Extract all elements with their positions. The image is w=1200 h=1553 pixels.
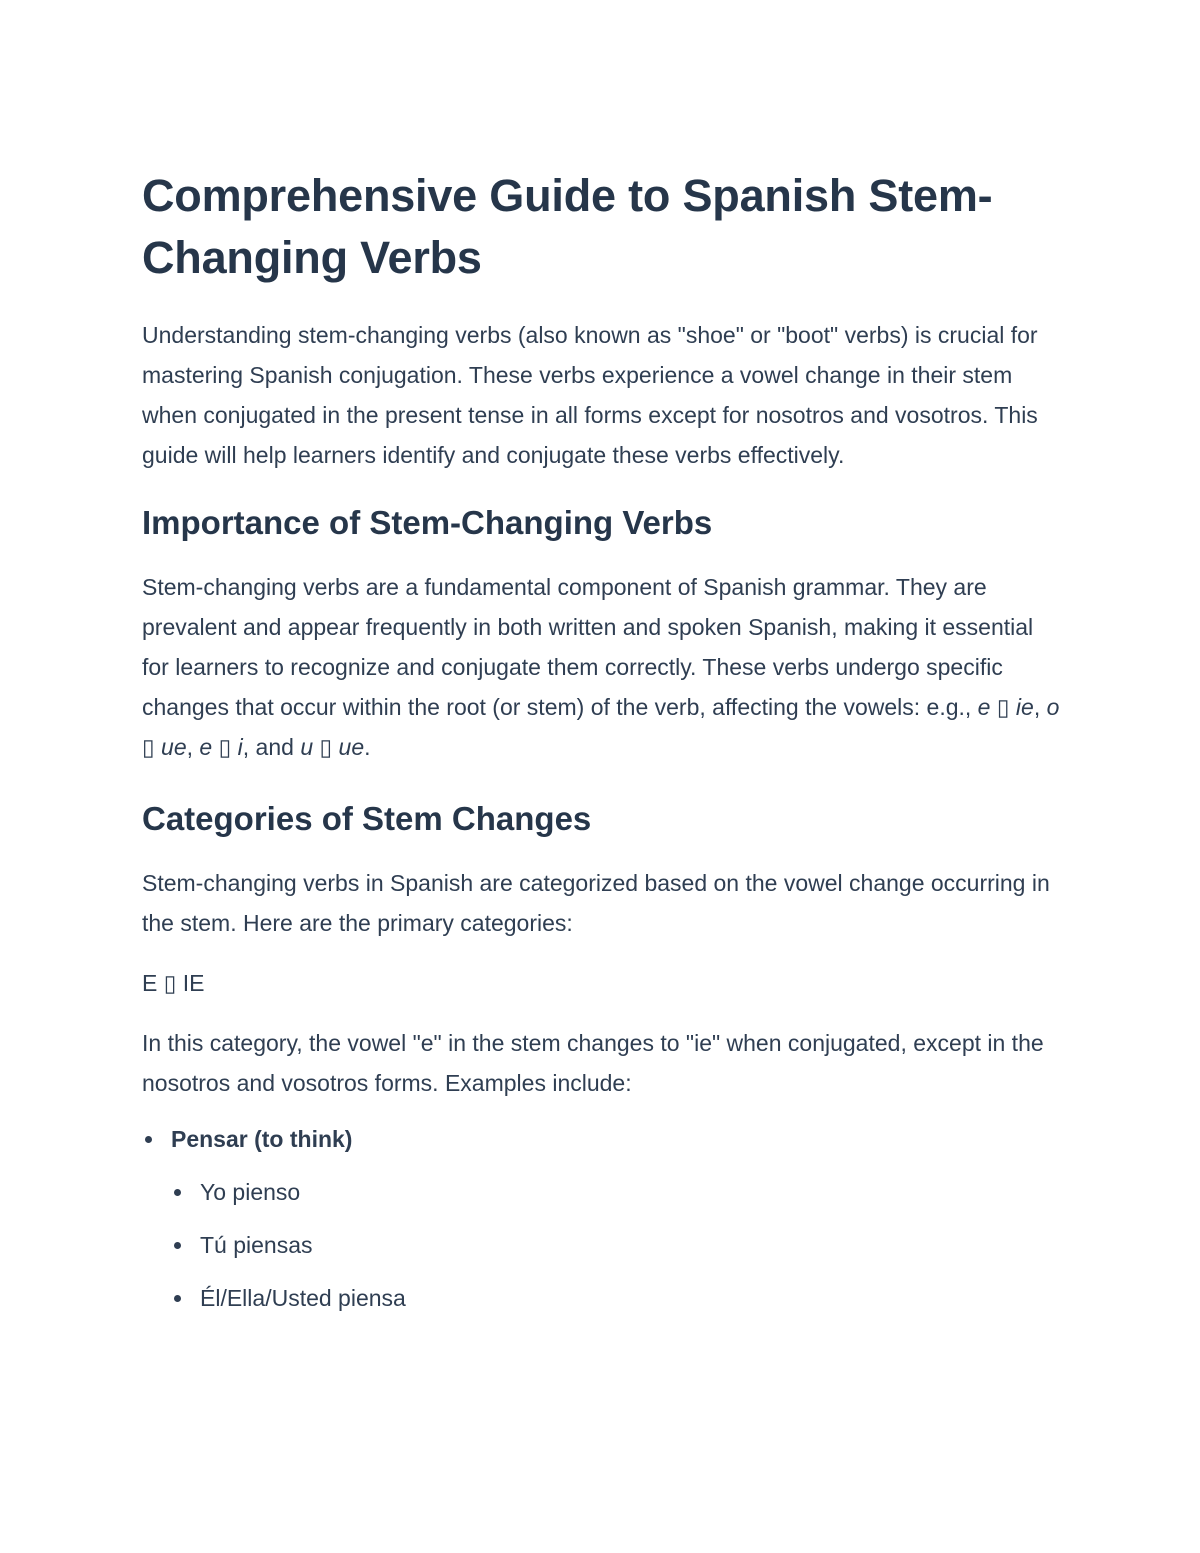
list-item-conjugation: Yo pienso xyxy=(142,1166,1062,1219)
importance-heading: Importance of Stem-Changing Verbs xyxy=(142,504,713,541)
importance-paragraph xyxy=(142,567,1062,767)
change-u-ue: u ▯ ue xyxy=(300,734,365,760)
list-item-verb: Pensar (to think) xyxy=(142,1113,1062,1166)
importance-text: Stem-changing verbs are a fundamental component of Spanish grammar. They are prevalent and appear frequently in both written and spoken Spanish, making it essential for learners to recognize and conjugate them correctly. These verbs undergo specific changes that occur within the root (or stem) of the verb, affecting the vowels: e.g., xyxy=(142,574,1034,720)
e-ie-paragraph: In this category, the vowel "e" in the stem changes to "ie" when conjugated, except in the nosotros and vosotros forms. Examples include: xyxy=(142,1030,1044,1096)
categories-paragraph: Stem-changing verbs in Spanish are categorized based on the vowel change occurring in the stem. Here are the primary categories: xyxy=(142,870,1050,936)
e-ie-heading: E ▯ IE xyxy=(142,970,205,996)
change-e-ie: e ▯ ie xyxy=(977,694,1034,720)
page-title: Comprehensive Guide to Spanish Stem-Changing Verbs xyxy=(142,170,993,283)
example-list xyxy=(142,1113,1062,1325)
intro-paragraph: Understanding stem-changing verbs (also known as "shoe" or "boot" verbs) is crucial for mastering Spanish conjugation. These verbs experience a vowel change in their stem when conjugated in the present tense in all forms except for nosotros and vosotros. This guide will help learners identify and conjugate these verbs effectively. xyxy=(142,322,1038,468)
separator: , xyxy=(1033,694,1047,720)
separator: , xyxy=(186,734,200,760)
separator: , and xyxy=(242,734,301,760)
list-item-conjugation: Tú piensas xyxy=(142,1219,1062,1272)
change-o-ue: o ▯ ue xyxy=(142,694,1060,760)
list-item-conjugation: Él/Ella/Usted piensa xyxy=(142,1272,1062,1325)
categories-heading: Categories of Stem Changes xyxy=(142,800,592,837)
document-page xyxy=(142,165,1062,1325)
paragraph-end: . xyxy=(364,734,371,760)
change-e-i: e ▯ i xyxy=(199,734,243,760)
